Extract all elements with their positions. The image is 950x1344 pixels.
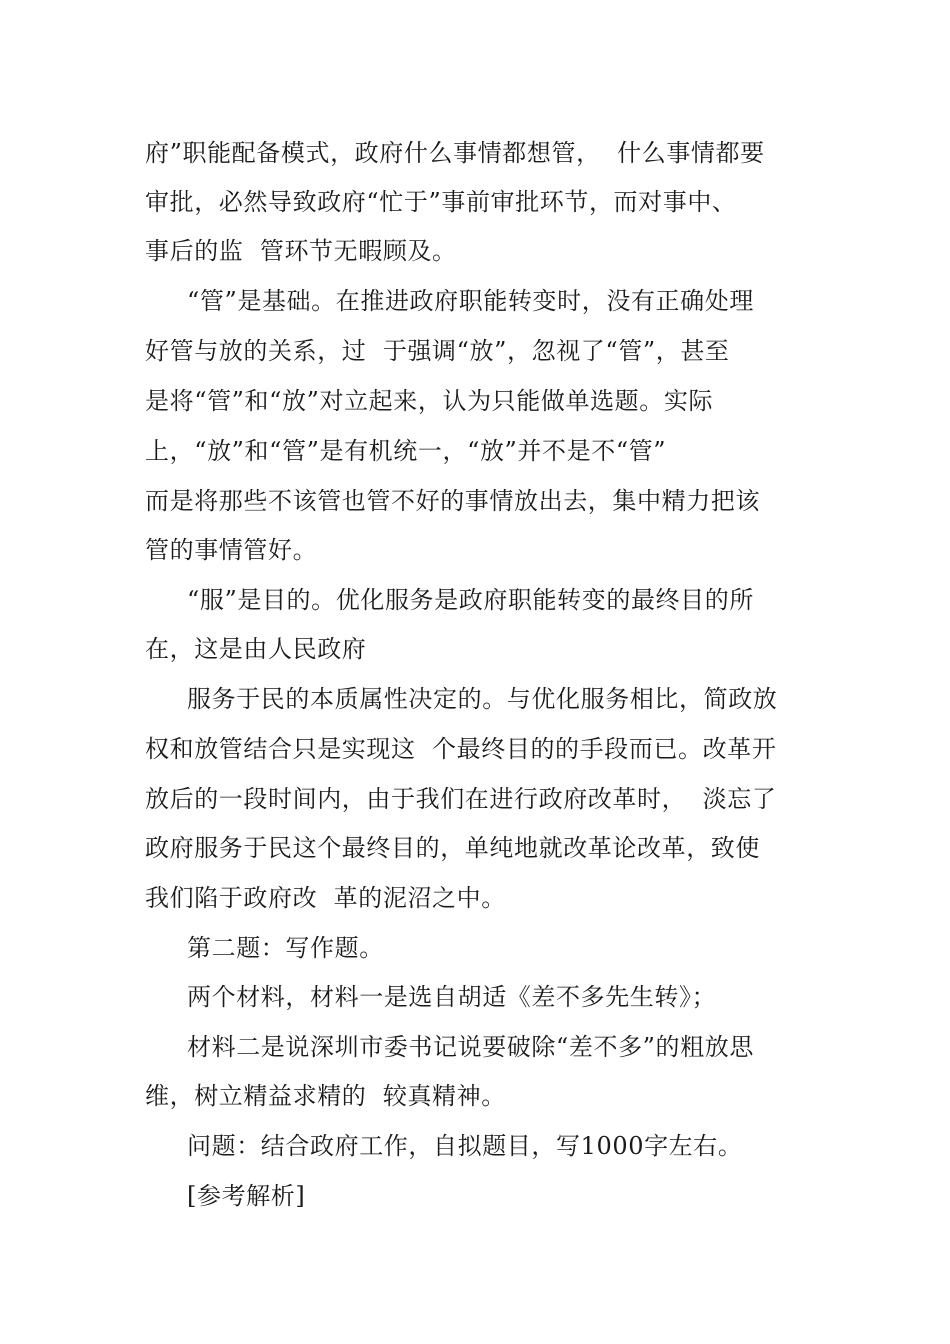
text-line: 府”职能配备模式，政府什么事情都想管， 什么事情都要 — [145, 139, 765, 167]
paragraph-start-line: “服”是目的。优化服务是政府职能转变的最终目的所 — [187, 586, 754, 614]
text-line: 上，“放”和“管”是有机统一，“放”并不是不“管” — [145, 437, 667, 465]
text-line: 是将“管”和“放”对立起来，认为只能做单选题。实际 — [145, 387, 714, 415]
paragraph-start-line: 服务于民的本质属性决定的。与优化服务相比，简政放 — [187, 685, 778, 713]
text-line: 权和放管结合只是实现这 个最终目的的手段而已。改革开 — [145, 735, 777, 763]
text-line: 审批，必然导致政府“忙于”事前审批环节，而对事中、 — [145, 188, 737, 216]
text-line: 在，这是由人民政府 — [145, 635, 367, 663]
text-line: 维，树立精益求精的 较真精神。 — [145, 1082, 506, 1110]
text-line: 政府服务于民这个最终目的，单纯地就改革论改革，致使 — [145, 834, 760, 862]
paragraph-start-line: 材料二是说深圳市委书记说要破除“差不多”的粗放思 — [187, 1033, 754, 1061]
text-line: 放后的一段时间内，由于我们在进行政府改革时， 淡忘了 — [145, 785, 777, 813]
text-line: 我们陷于政府改 革的泥沼之中。 — [145, 884, 506, 912]
reference-heading: [参考解析] — [187, 1182, 306, 1210]
text-line: 事后的监 管环节无暇顾及。 — [145, 237, 457, 265]
text-line: 而是将那些不该管也管不好的事情放出去，集中精力把该 — [145, 487, 760, 515]
section-heading: 第二题：写作题。 — [187, 934, 384, 962]
text-line: 管的事情管好。 — [145, 536, 318, 564]
text-line: 好管与放的关系，过 于强调“放”，忽视了“管”，甚至 — [145, 337, 730, 365]
paragraph-start-line: “管”是基础。在推进政府职能转变时，没有正确处理 — [187, 287, 754, 315]
question-line: 问题：结合政府工作，自拟题目，写1000字左右。 — [187, 1132, 743, 1160]
paragraph-start-line: 两个材料，材料一是选自胡适《差不多先生转》； — [187, 983, 717, 1011]
